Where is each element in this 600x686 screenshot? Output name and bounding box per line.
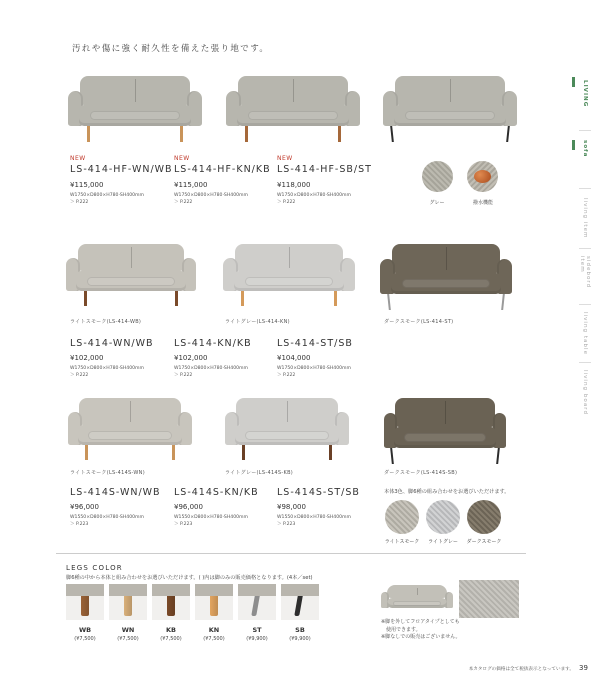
model-name: LS-414-WN/WB	[70, 338, 154, 349]
swatch-label: ライトグレー	[428, 539, 458, 545]
color-caption: ライトグレー(LS-414-KN)	[225, 319, 290, 325]
nav-divider	[579, 130, 591, 131]
leg-price: (¥9,900)	[246, 636, 268, 642]
price: ¥98,000	[277, 503, 306, 511]
nav-tab-living-table[interactable]: living table	[582, 312, 588, 356]
fabric-base	[109, 584, 147, 596]
price: ¥102,000	[174, 354, 208, 362]
dimensions: W1750×D800×H780·SH400mm	[174, 366, 249, 371]
price: ¥118,000	[277, 181, 311, 189]
dimensions: W1750×D800×H780·SH400mm	[174, 193, 249, 198]
leg-sample-kb	[152, 584, 190, 620]
nav-active-marker	[572, 140, 575, 150]
page-number: 39	[579, 664, 588, 672]
swatch-label: ダークスモーク	[466, 539, 502, 545]
model-name: LS-414-ST/SB	[277, 338, 353, 349]
dimensions: W1750×D800×H780·SH400mm	[277, 366, 352, 371]
leg-sample-kn	[195, 584, 233, 620]
page-ref: ＞ P.222	[277, 373, 296, 378]
fabric-base	[281, 584, 319, 596]
fabric-swatch-water-repellent	[467, 161, 498, 192]
color-swatch-light-smoke	[385, 500, 419, 534]
fabric-base	[195, 584, 233, 596]
sofa-image	[66, 244, 196, 306]
color-caption: ダークスモーク(LS-414-ST)	[384, 319, 454, 325]
legs-notes	[381, 619, 481, 642]
model-name: LS-414-HF-SB/ST	[277, 164, 372, 175]
nav-tab-living-item[interactable]: living item	[582, 198, 588, 239]
leg-price: (¥7,500)	[117, 636, 139, 642]
leg-price: (¥9,900)	[289, 636, 311, 642]
sofa-image	[226, 76, 360, 142]
leg-icon	[167, 596, 175, 616]
dimensions: W1550×D800×H780·SH400mm	[70, 515, 145, 520]
leg-sample-wb	[66, 584, 104, 620]
leg-icon	[124, 596, 132, 616]
color-swatch-dark-smoke	[467, 500, 501, 534]
swatch-label: 撥水機能	[472, 200, 493, 206]
nav-tab-living[interactable]: LIVING	[582, 80, 588, 108]
leg-code: KB	[166, 626, 176, 634]
page-ref: ＞ P.223	[70, 522, 89, 527]
section-divider	[56, 553, 526, 554]
leg-icon	[81, 596, 89, 616]
dimensions: W1750×D800×H780·SH400mm	[70, 193, 145, 198]
sofa-image	[225, 398, 349, 460]
leg-code: SB	[295, 626, 305, 634]
fabric-base	[238, 584, 276, 596]
sofa-image	[380, 244, 512, 310]
leg-icon	[210, 596, 218, 616]
note-line: ※脚を外してフロアタイプとしても	[381, 619, 460, 625]
legs-description: 脚6種の中から本体と組み合わせをお選びいただけます。( )内は脚のみの販売価格となります。(4本／set)	[66, 575, 313, 581]
leg-sample-st	[238, 584, 276, 620]
price: ¥104,000	[277, 354, 311, 362]
price: ¥115,000	[174, 181, 208, 189]
nav-divider	[579, 248, 591, 249]
nav-tab-sidebord-item[interactable]: sidebord item	[579, 256, 591, 289]
price: ¥96,000	[70, 503, 99, 511]
leg-code: KN	[208, 626, 220, 634]
nav-tab-living-board[interactable]: living board	[582, 370, 588, 415]
leg-icon	[251, 596, 260, 616]
leg-price: (¥7,500)	[74, 636, 96, 642]
page-ref: ＞ P.222	[70, 373, 89, 378]
model-name: LS-414S-WN/WB	[70, 487, 161, 498]
dimensions: W1550×D800×H780·SH400mm	[277, 515, 352, 520]
note-line: ※脚なしでの販売はございません。	[381, 634, 461, 640]
price: ¥96,000	[174, 503, 203, 511]
new-badge: NEW	[174, 155, 190, 162]
new-badge: NEW	[70, 155, 86, 162]
fabric-swatch-grey	[422, 161, 453, 192]
leg-price: (¥7,500)	[160, 636, 182, 642]
color-swatch-light-grey	[426, 500, 460, 534]
nav-divider	[579, 188, 591, 189]
floor-sofa-image	[381, 585, 453, 615]
page-ref: ＞ P.223	[277, 522, 296, 527]
leg-sample-sb	[281, 584, 319, 620]
water-droplet-icon	[474, 170, 491, 183]
fabric-closeup	[459, 580, 519, 618]
price: ¥115,000	[70, 181, 104, 189]
color-caption: ライトスモーク(LS-414-WB)	[70, 319, 142, 325]
swatch-label: ライトスモーク	[384, 539, 420, 545]
leg-icon	[294, 596, 303, 616]
sofa-image	[384, 398, 506, 464]
model-name: LS-414S-ST/SB	[277, 487, 360, 498]
fabric-base	[152, 584, 190, 596]
sofa-image	[383, 76, 517, 142]
nav-active-marker	[572, 77, 575, 87]
page-ref: ＞ P.222	[70, 200, 89, 205]
page-ref: ＞ P.222	[277, 200, 296, 205]
model-name: LS-414-HF-WN/WB	[70, 164, 173, 175]
leg-code: ST	[252, 626, 262, 634]
fabric-base	[66, 584, 104, 596]
leg-sample-wn	[109, 584, 147, 620]
nav-divider	[579, 362, 591, 363]
dimensions: W1750×D800×H780·SH400mm	[70, 366, 145, 371]
model-name: LS-414S-KN/KB	[174, 487, 259, 498]
leg-price: (¥7,500)	[203, 636, 225, 642]
swatch-label: グレー	[429, 200, 445, 206]
page-ref: ＞ P.223	[174, 522, 193, 527]
model-name: LS-414-KN/KB	[174, 338, 252, 349]
nav-divider	[579, 304, 591, 305]
dimensions: W1750×D800×H780·SH400mm	[277, 193, 352, 198]
headline: 汚れや傷に強く耐久性を備えた張り地です。	[72, 44, 270, 54]
color-caption: ライトスモーク(LS-414S-WN)	[70, 470, 145, 476]
color-caption: ライトグレー(LS-414S-KB)	[225, 470, 294, 476]
new-badge: NEW	[277, 155, 293, 162]
color-caption: ダークスモーク(LS-414S-SB)	[384, 470, 458, 476]
page-ref: ＞ P.222	[174, 200, 193, 205]
page-ref: ＞ P.222	[174, 373, 193, 378]
sofa-image	[223, 244, 355, 306]
leg-code: WB	[78, 626, 92, 634]
body-color-note: 本体3色、脚6種の組み合わせをお選びいただけます。	[384, 489, 510, 495]
sofa-image	[68, 398, 192, 460]
leg-code: WN	[121, 626, 135, 634]
note-line: 使用できます。	[386, 626, 421, 633]
sofa-image	[68, 76, 202, 142]
model-name: LS-414-HF-KN/KB	[174, 164, 271, 175]
price: ¥102,000	[70, 354, 104, 362]
footer-note: 本カタログの価格は全て税抜表示となっています。	[468, 667, 574, 672]
legs-title: LEGS COLOR	[66, 564, 123, 572]
nav-tab-sofa[interactable]: sofa	[582, 140, 588, 158]
dimensions: W1550×D800×H780·SH400mm	[174, 515, 249, 520]
